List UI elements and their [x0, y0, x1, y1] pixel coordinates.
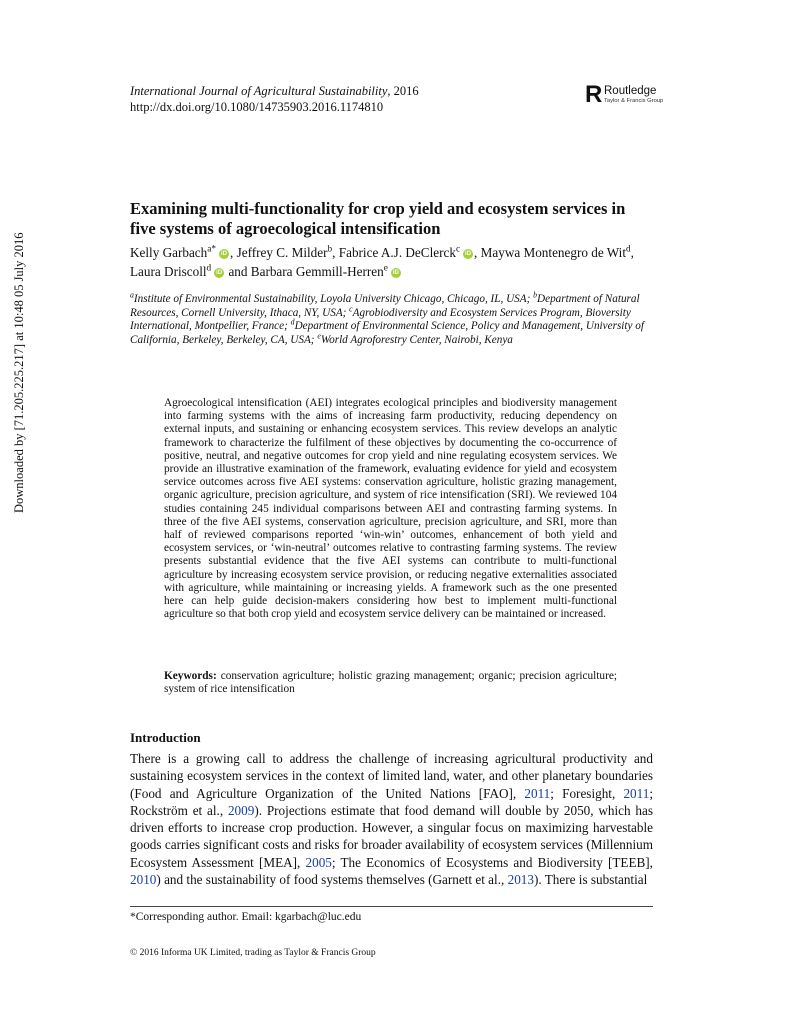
article-title: Examining multi-functionality for crop yield and ecosystem services in five systems of agroecological intensification	[130, 199, 626, 238]
author-affiliation-marker: c	[455, 243, 461, 254]
journal-name: International Journal of Agricultural Sustainability	[130, 84, 388, 98]
keywords	[164, 670, 617, 696]
routledge-mark-icon: R	[585, 81, 603, 108]
intro-text: ). Projections estimate that food demand will double by 2050, which has driven efforts to increase crop production. However, a singular focus on maximizing harvestable goods carries significant costs and risks for broader availability of ecosystem services (Millennium Ecosystem Assessment [MEA],	[130, 802, 653, 870]
intro-paragraph	[130, 750, 653, 888]
author-separator: ,	[630, 245, 634, 260]
keywords-label: Keywords:	[164, 670, 217, 682]
affiliation-marker: b	[533, 290, 538, 300]
orcid-icon[interactable]: iD	[220, 250, 227, 257]
author-separator: and	[225, 264, 251, 279]
affiliation-text: Department of Environmental Science, Policy and Management, University of California, Berkeley, Berkeley, CA, USA;	[130, 320, 644, 347]
copyright-notice: © 2016 Informa UK Limited, trading as Taylor & Francis Group	[130, 948, 376, 958]
author-name[interactable]: Fabrice A.J. DeClerck	[338, 245, 456, 260]
intro-text: ; Foresight,	[550, 785, 624, 801]
author-name[interactable]: Kelly Garbach	[130, 245, 208, 260]
citation-link[interactable]: 2013	[507, 872, 534, 888]
author-separator: ,	[474, 245, 481, 260]
author-name[interactable]: Jeffrey C. Milder	[236, 245, 328, 260]
intro-text: ; Rockström et al.,	[130, 785, 653, 818]
author-name[interactable]: Laura Driscoll	[130, 264, 207, 279]
affiliations	[130, 290, 652, 348]
footnote-divider	[130, 906, 653, 907]
journal-citation	[130, 83, 419, 115]
section-heading-introduction: Introduction	[130, 730, 201, 745]
orcid-icon[interactable]: iD	[392, 269, 399, 276]
author-affiliation-marker: b	[327, 243, 333, 254]
affiliation-text: Agrobiodiversity and Ecosystem Services Program, Bioversity International, Montpellier, France;	[130, 306, 631, 333]
keywords-text: conservation agriculture; holistic grazing management; organic; precision agriculture; system of rice intensification	[164, 670, 617, 696]
author-separator: ,	[332, 245, 339, 260]
author-name[interactable]: Maywa Montenegro de Wit	[480, 245, 626, 260]
download-watermark: Downloaded by [71.205.225.217] at 10:48 05 July 2016	[12, 232, 26, 513]
author-affiliation-marker: a*	[207, 243, 216, 254]
affiliation-marker: c	[349, 303, 353, 313]
author-affiliation-marker: e	[383, 262, 388, 273]
author-separator: ,	[229, 245, 237, 260]
publisher-subtitle: Taylor & Francis Group	[604, 98, 664, 104]
citation-link[interactable]: 2009	[227, 802, 255, 818]
affiliation-marker: a	[130, 290, 134, 300]
publisher-name: Routledge	[604, 85, 657, 97]
author-affiliation-marker: d	[626, 243, 631, 254]
orcid-icon[interactable]: iD	[465, 250, 472, 257]
doi-link[interactable]: http://dx.doi.org/10.1080/14735903.2016.1174810	[130, 100, 384, 114]
citation-link[interactable]: 2011	[623, 785, 650, 801]
intro-text: There is a growing call to address the challenge of increasing agricultural productivity and sustaining ecosystem services in the context of limited land, water, and other planetary boundaries (Food and Agriculture Organization of the United Nations [FAO],	[130, 751, 653, 801]
author-affiliation-marker: d	[206, 262, 212, 273]
intro-text: ). There is substantial	[533, 872, 648, 888]
journal-year: , 2016	[387, 84, 419, 98]
citation-link[interactable]: 2010	[130, 872, 157, 888]
author-list	[130, 243, 650, 281]
citation-link[interactable]: 2011	[524, 785, 551, 801]
orcid-icon[interactable]: iD	[216, 269, 223, 276]
intro-text: ) and the sustainability of food systems themselves (Garnett et al.,	[156, 872, 508, 888]
affiliation-marker: d	[290, 317, 295, 327]
intro-text: ; The Economics of Ecosystems and Biodiversity [TEEB],	[331, 854, 653, 870]
publisher-logo	[585, 81, 695, 110]
affiliation-marker: e	[317, 331, 321, 341]
affiliation-text: Department of Natural Resources, Cornell University, Ithaca, NY, USA;	[130, 293, 640, 319]
author-name[interactable]: Barbara Gemmill-Herren	[250, 264, 384, 279]
affiliation-text: Institute of Environmental Sustainability, Loyola University Chicago, Chicago, IL, USA;	[133, 293, 534, 305]
abstract: Agroecological intensification (AEI) integrates ecological principles and biodiversity management into farming systems with the aims of increasing farm productivity, reducing dependency on external inputs, and sustaining or enhancing ecosystem services. This review develops an analytic framework to characterize the fulfilment of these objectives by documenting the co-occurrence of positive, neutral, and negative outcomes for crop yield and nine regulating ecosystem services. We provide an illustrative examination of the framework, evaluating evidence for yield and ecosystem service outcomes across five AEI systems: conservation agriculture, holistic grazing management, organic agriculture, precision agriculture, and system of rice intensification (SRI). We reviewed 104 studies containing 245 individual comparisons between AEI and contrasting farming systems. In three of the five AEI systems, conservation agriculture, precision agriculture, and SRI, more than half of reviewed comparisons reported ‘win-win’ outcomes, enhancement of both yield and ecosystem services, or ‘win-neutral’ outcomes relative to contrasting farming systems. The review presents substantial evidence that the five AEI systems can contribute to multi-functional agriculture by increasing ecosystem service provision, or reducing negative externalities associated with agriculture, while maintaining or increasing yields. A framework such as the one presented here can help guide decision-makers considering how best to implement multi-functional agriculture so that both crop yield and ecosystem service delivery can be maintained or increased.	[164, 397, 617, 621]
citation-link[interactable]: 2005	[305, 854, 332, 870]
affiliation-text: World Agroforestry Center, Nairobi, Kenya	[320, 334, 513, 347]
corresponding-author-footnote: *Corresponding author. Email: kgarbach@luc.edu	[130, 911, 362, 923]
